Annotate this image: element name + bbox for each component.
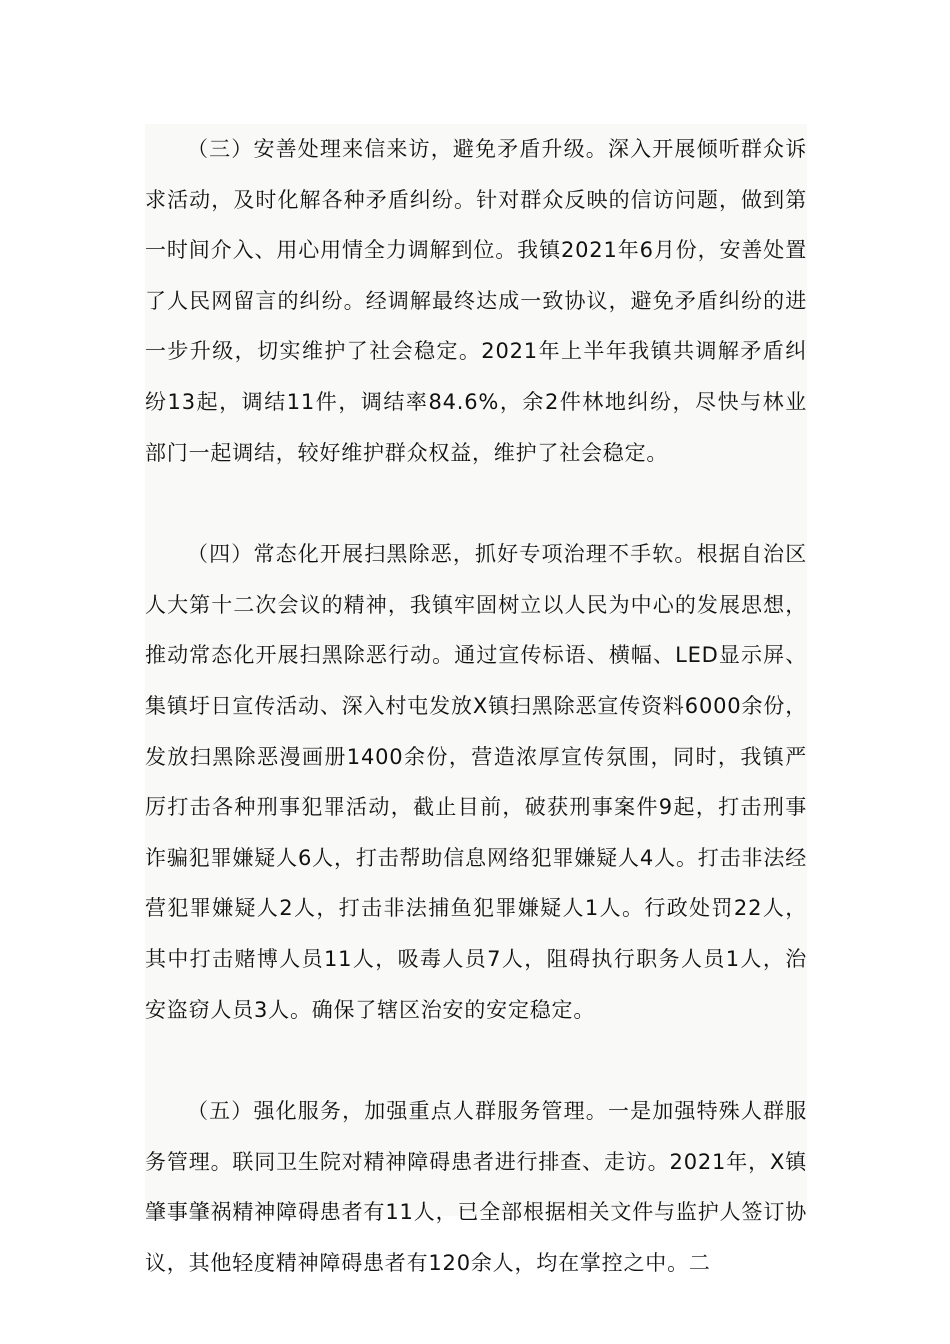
paragraph-section-4: （四）常态化开展扫黑除恶，抓好专项治理不手软。根据自治区人大第十二次会议的精神，我镇牢固树立以人民为中心的发展思想，推动常态化开展扫黑除恶行动。通过宣传标语、横幅、LED显示屏、集镇圩日宣传活动、深入村屯发放X镇扫黑除恶宣传资料6000余份，发放扫黑除恶漫画册1400余份，营造浓厚宣传氛围，同时，我镇严厉打击各种刑事犯罪活动，截止目前，破获刑事案件9起，打击刑事诈骗犯罪嫌疑人6人，打击帮助信息网络犯罪嫌疑人4人。打击非法经营犯罪嫌疑人2人，打击非法捕鱼犯罪嫌疑人1人。行政处罚22人，其中打击赌博人员11人，吸毒人员7人，阻碍执行职务人员1人，治安盗窃人员3人。确保了辖区治安的安定稳定。: [145, 542, 807, 1022]
paragraph-section-5: （五）强化服务，加强重点人群服务管理。一是加强特殊人群服务管理。联同卫生院对精神障碍患者进行排查、走访。2021年，X镇肇事肇祸精神障碍患者有11人，已全部根据相关文件与监护人签订协议，其他轻度精神障碍患者有120余人，均在掌控之中。二: [145, 1099, 807, 1275]
paragraph-section-3: （三）安善处理来信来访，避免矛盾升级。深入开展倾听群众诉求活动，及时化解各种矛盾纠纷。针对群众反映的信访问题，做到第一时间介入、用心用情全力调解到位。我镇2021年6月份，安善处置了人民网留言的纠纷。经调解最终达成一致协议，避免矛盾纠纷的进一步升级，切实维护了社会稳定。2021年上半年我镇共调解矛盾纠纷13起，调结11件，调结率84.6%，余2件林地纠纷，尽快与林业部门一起调结，较好维护群众权益，维护了社会稳定。: [145, 137, 807, 465]
document-body: [145, 124, 807, 1275]
